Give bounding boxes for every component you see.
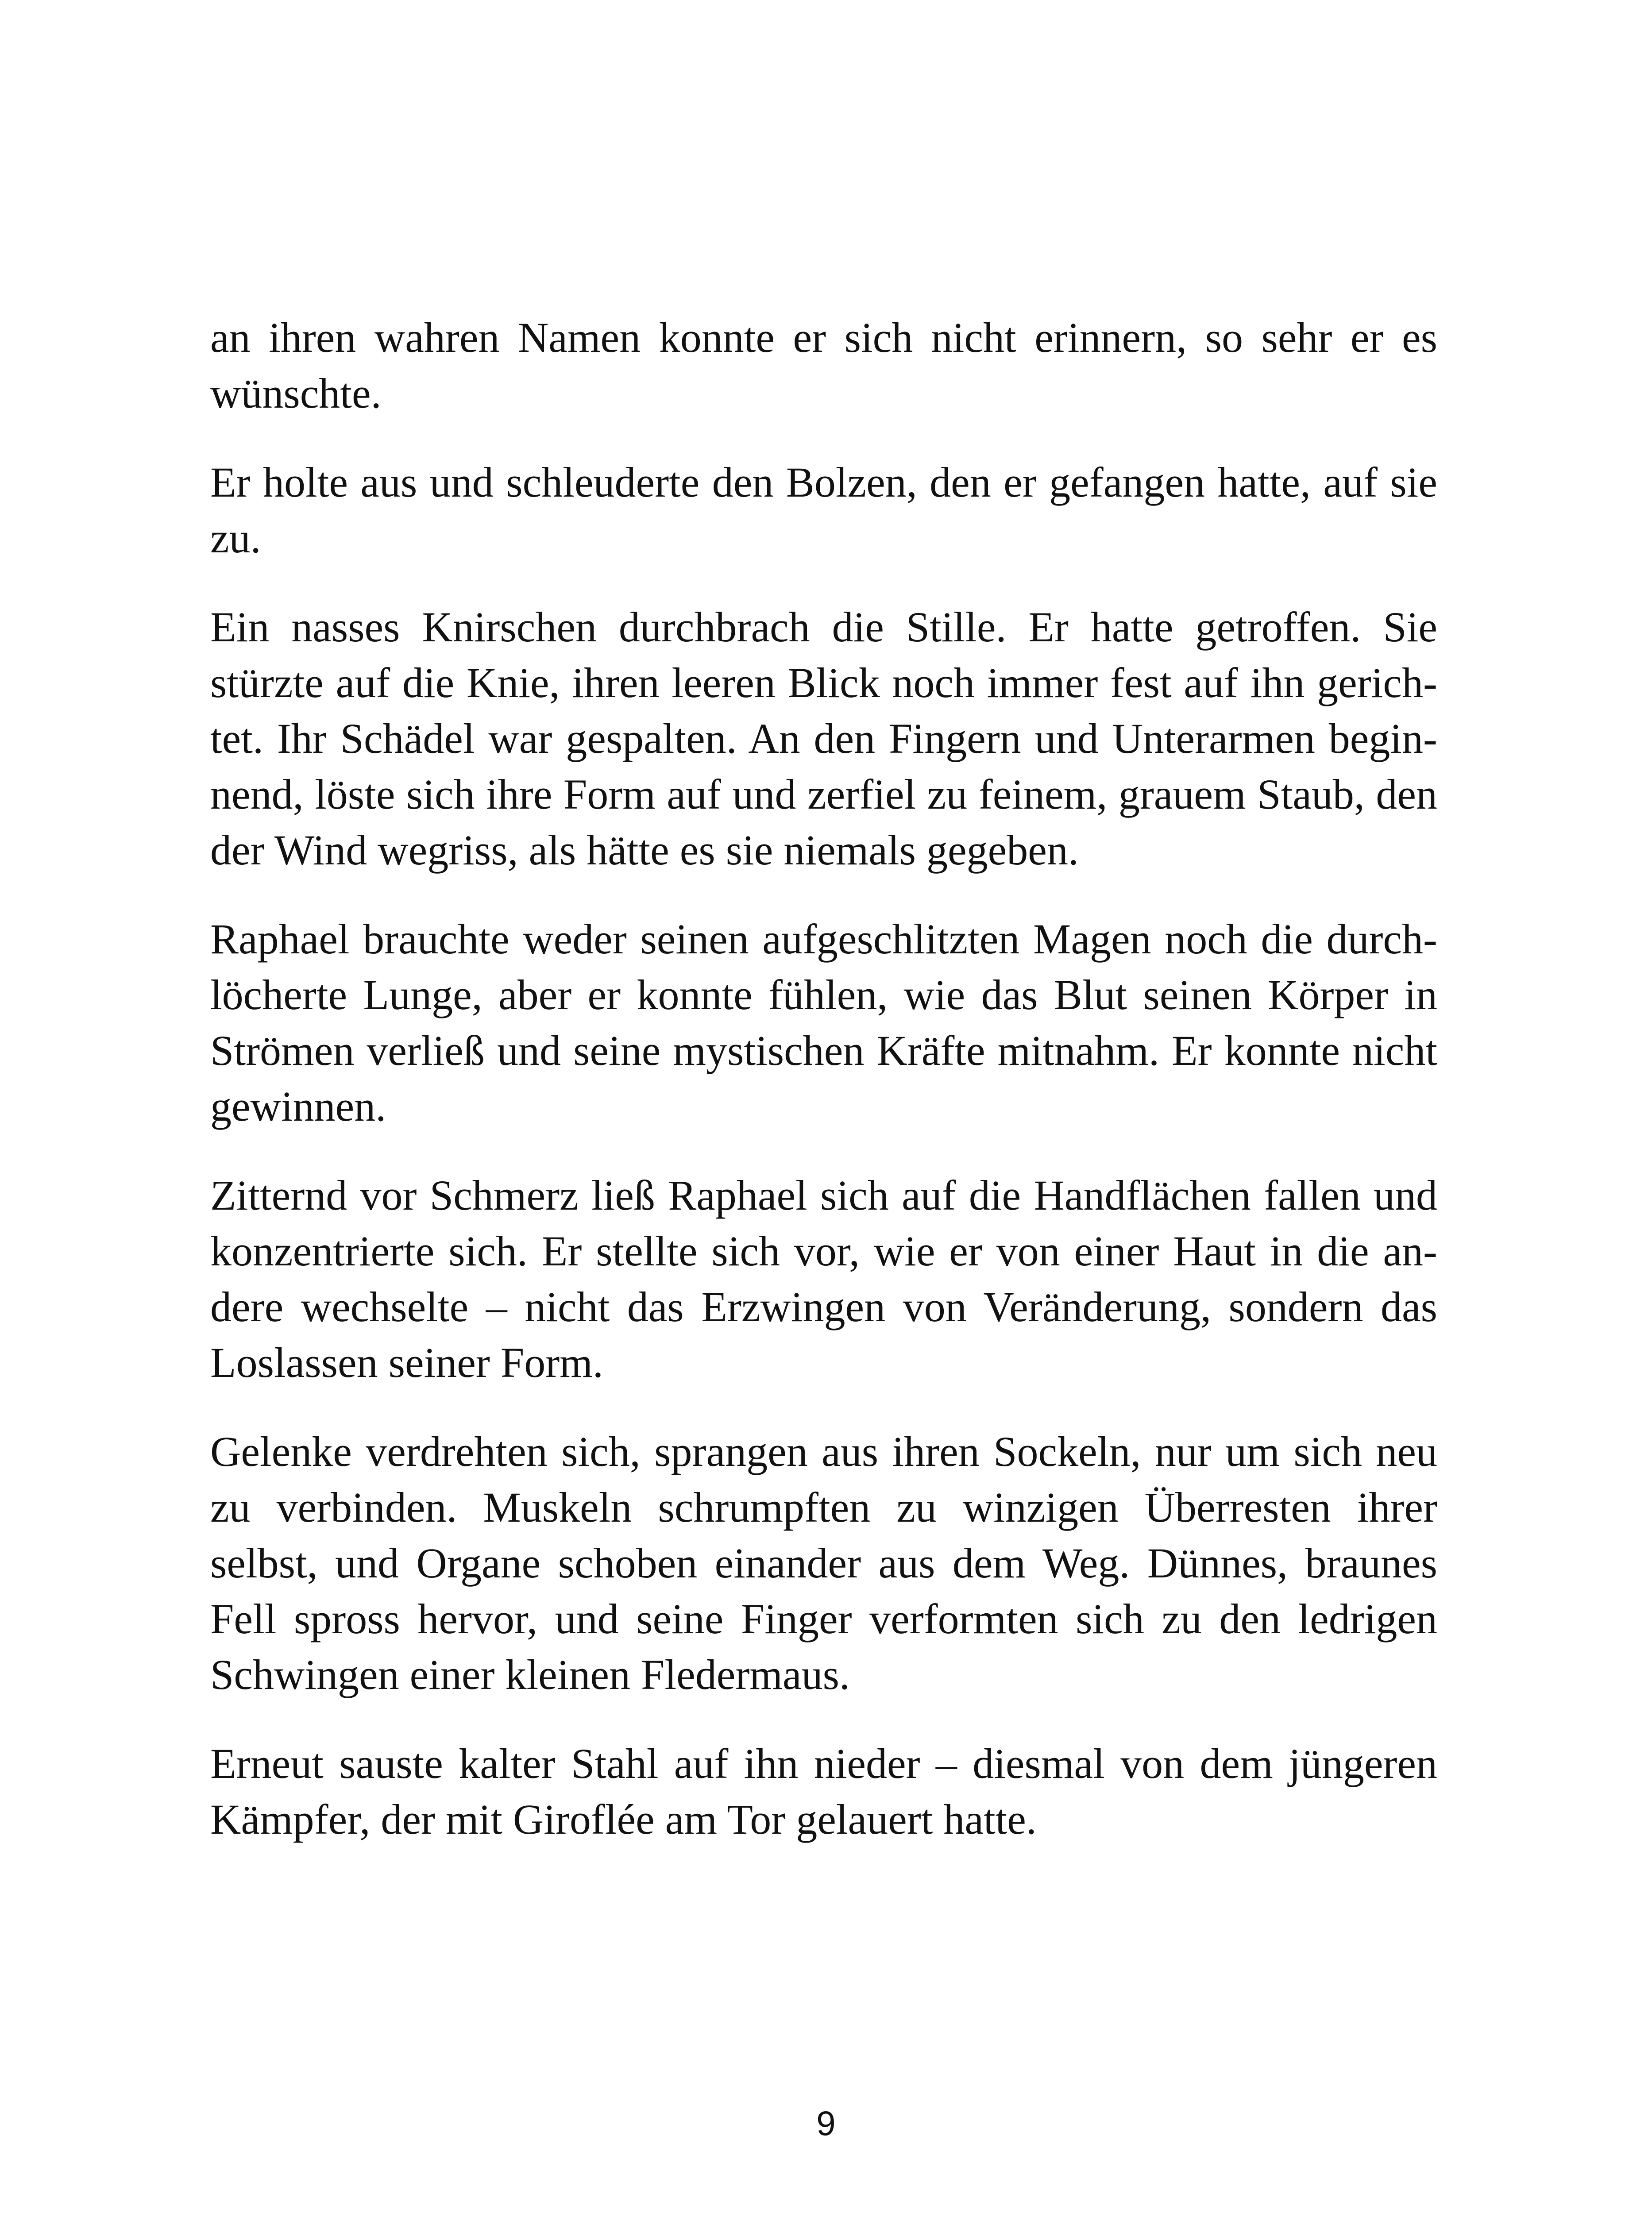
paragraph-2: Er holte aus und schleuderte den Bolzen, den er gefangen hatte, auf sie zu. <box>210 459 1437 562</box>
paragraph-6: Gelenke verdrehten sich, sprangen aus ihren Sockeln, nur um sich neu zu verbinden. Muskeln schrumpften zu winzigen Überresten ihrer selbst, und Organe schoben einander aus dem Weg. Dünnes, braunes Fell spross hervor, und seine Finger verformten sich zu den ledrigen Schwingen einer kleinen Fledermaus. <box>210 1428 1437 1698</box>
paragraph-4: Raphael brauchte weder seinen aufgeschlitzten Magen noch die durchlöcherte Lunge, aber er konnte fühlen, wie das Blut seinen Körper in Strömen verließ und seine mystischen Kräfte mitnahm. Er konnte nicht gewinnen. <box>210 915 1437 1130</box>
body-text <box>210 310 1437 1881</box>
paragraph-1: an ihren wahren Namen konnte er sich nicht erinnern, so sehr er es wünschte. <box>210 314 1437 417</box>
page-number: 9 <box>816 2104 836 2143</box>
paragraph-7: Erneut sauste kalter Stahl auf ihn nieder – diesmal von dem jüngeren Kämpfer, der mit Giroflée am Tor gelauert hatte. <box>210 1740 1437 1843</box>
paragraph-3: Ein nasses Knirschen durchbrach die Stille. Er hatte getroffen. Sie stürzte auf die Knie, ihren leeren Blick noch immer fest auf ihn gerichtet. Ihr Schädel war gespalten. An den Fingern und Unterarmen beginnend, löste sich ihre Form auf und zerfiel zu feinem, grauem Staub, den der Wind wegriss, als hätte es sie niemals gegeben. <box>210 603 1437 874</box>
paragraph-5: Zitternd vor Schmerz ließ Raphael sich auf die Handflächen fallen und konzentrierte sich. Er stellte sich vor, wie er von einer Haut in die andere wechselte – nicht das Erzwingen von Veränderung, sondern das Loslassen seiner Form. <box>210 1172 1437 1386</box>
